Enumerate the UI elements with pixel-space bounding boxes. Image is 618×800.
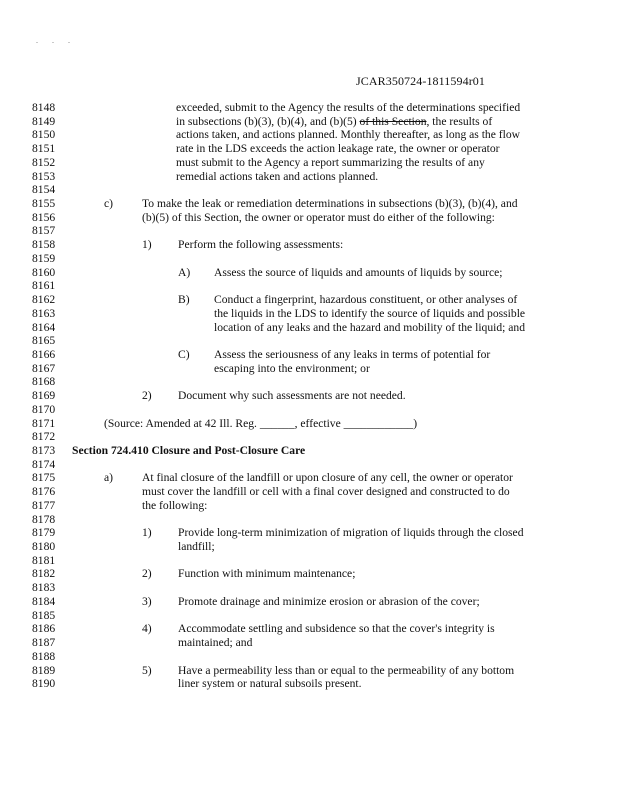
document-line: [0, 183, 618, 197]
document-line: [0, 293, 618, 307]
document-line: [0, 609, 618, 623]
text-run: Provide long-term minimization of migration of liquids through the closed: [178, 526, 524, 540]
line-text: [176, 101, 520, 115]
line-number: 8149: [32, 114, 56, 128]
text-run: in subsections (b)(3), (b)(4), and (b)(5): [176, 114, 360, 128]
document-line: [0, 636, 618, 650]
line-number: 8189: [32, 663, 56, 677]
document-line: [0, 567, 618, 581]
text-run: the liquids in the LDS to identify the source of liquids and possible: [214, 306, 526, 320]
document-line: [0, 238, 618, 252]
line-number: 8174: [32, 457, 56, 471]
line-text: [176, 115, 492, 129]
line-number: 8159: [32, 251, 56, 265]
document-line: [0, 170, 618, 184]
line-number: 8152: [32, 155, 56, 169]
line-text: [142, 471, 513, 485]
text-run: escaping into the environment; or: [214, 361, 370, 375]
line-text: [142, 499, 207, 513]
line-number: 8172: [32, 430, 56, 444]
document-line: [0, 375, 618, 389]
line-number: 8164: [32, 320, 56, 334]
line-number: 8178: [32, 512, 56, 526]
list-label: A): [178, 265, 191, 279]
list-label: 1): [142, 526, 152, 540]
line-number: 8177: [32, 498, 56, 512]
document-line: [0, 540, 618, 554]
list-label: 3): [142, 594, 152, 608]
text-run: Conduct a fingerprint, hazardous constituent, or other analyses of: [214, 293, 518, 307]
text-run: actions taken, and actions planned. Monthly thereafter, as long as the flow: [176, 128, 521, 142]
list-label: B): [178, 293, 190, 307]
line-text: [176, 156, 485, 170]
line-number: 8186: [32, 622, 56, 636]
text-run: , the results of: [426, 114, 493, 128]
document-line: [0, 252, 618, 266]
document-line: [0, 526, 618, 540]
document-line: [0, 458, 618, 472]
line-number: 8175: [32, 471, 56, 485]
document-line: [0, 485, 618, 499]
line-number: 8190: [32, 677, 56, 691]
line-number: 8148: [32, 101, 56, 114]
document-line: [0, 677, 618, 691]
line-text: [142, 197, 518, 211]
line-text: [142, 211, 495, 225]
document-line: [0, 595, 618, 609]
document-line: [0, 389, 618, 403]
text-run: Section 724.410 Closure and Post-Closure Care: [72, 444, 306, 457]
text-run: liner system or natural subsoils present.: [178, 677, 362, 691]
document-line: [0, 197, 618, 211]
document-line: [0, 211, 618, 225]
document-line: [0, 101, 618, 115]
text-run: Assess the seriousness of any leaks in terms of potential for: [214, 347, 491, 361]
document-line: [0, 115, 618, 129]
line-number: 8157: [32, 224, 56, 238]
scan-specks: . . .: [36, 36, 76, 45]
document-line: [0, 307, 618, 321]
document-line: [0, 650, 618, 664]
line-number: 8165: [32, 334, 56, 348]
list-label: a): [104, 471, 114, 485]
line-text: [214, 293, 517, 307]
text-run: Accommodate settling and subsidence so that the cover's integrity is: [178, 622, 495, 636]
document-line: [0, 444, 618, 458]
line-number: 8161: [32, 279, 56, 293]
line-number: 8153: [32, 169, 56, 183]
line-text: [178, 677, 362, 691]
line-text: [178, 389, 406, 403]
text-run: (Source: Amended at 42 Ill. Reg. ______, effective ____________): [104, 416, 418, 430]
line-number: 8180: [32, 540, 56, 554]
line-number: 8150: [32, 128, 56, 142]
line-number: 8163: [32, 306, 56, 320]
document-line: [0, 622, 618, 636]
line-text: [178, 595, 480, 609]
line-text: [178, 567, 355, 581]
line-number: 8184: [32, 594, 56, 608]
line-number: 8168: [32, 375, 56, 389]
line-number: 8166: [32, 347, 56, 361]
text-run: rate in the LDS exceeds the action leakage rate, the owner or operator: [176, 142, 500, 156]
line-text: [176, 128, 520, 142]
text-run: must cover the landfill or cell with a final cover designed and constructed to do: [142, 485, 510, 499]
line-number: 8179: [32, 526, 56, 540]
document-line: [0, 513, 618, 527]
line-number: 8185: [32, 608, 56, 622]
text-run: To make the leak or remediation determinations in subsections (b)(3), (b)(4), and: [142, 197, 518, 211]
document-line: [0, 430, 618, 444]
line-text: [142, 485, 510, 499]
document-line: [0, 279, 618, 293]
document-line: [0, 362, 618, 376]
line-text: [214, 266, 503, 280]
struck-text: of this Section: [359, 114, 427, 128]
document-line: [0, 499, 618, 513]
text-run: Promote drainage and minimize erosion or abrasion of the cover;: [178, 594, 480, 608]
line-text: [214, 307, 525, 321]
text-run: the following:: [142, 498, 208, 512]
text-run: location of any leaks and the hazard and mobility of the liquid; and: [214, 320, 526, 334]
line-number: 8188: [32, 649, 56, 663]
text-run: Have a permeability less than or equal to the permeability of any bottom: [178, 663, 515, 677]
document-line: [0, 224, 618, 238]
line-text: [178, 636, 252, 650]
text-run: landfill;: [178, 540, 215, 554]
line-text: [176, 142, 500, 156]
list-label: 1): [142, 238, 152, 252]
text-run: (b)(5) of this Section, the owner or operator must do either of the following:: [142, 210, 495, 224]
line-number: 8160: [32, 265, 56, 279]
document-line: [0, 128, 618, 142]
line-number: 8187: [32, 636, 56, 650]
document-line: [0, 156, 618, 170]
text-run: At final closure of the landfill or upon closure of any cell, the owner or operator: [142, 471, 513, 485]
document-line: [0, 554, 618, 568]
document-line: [0, 142, 618, 156]
line-number: 8154: [32, 183, 56, 197]
document-line: [0, 417, 618, 431]
text-run: remedial actions taken and actions planned.: [176, 169, 379, 183]
line-text: [214, 321, 525, 335]
line-number: 8151: [32, 142, 56, 156]
document-line: [0, 471, 618, 485]
line-number: 8156: [32, 210, 56, 224]
line-text: [178, 526, 524, 540]
document-line: [0, 321, 618, 335]
line-text: [214, 348, 490, 362]
list-label: 2): [142, 389, 152, 403]
document-line: [0, 348, 618, 362]
line-text: [176, 170, 378, 184]
document-line: [0, 266, 618, 280]
list-label: 5): [142, 663, 152, 677]
text-run: Perform the following assessments:: [178, 238, 344, 252]
document-id: JCAR350724-1811594r01: [356, 74, 485, 88]
line-number: 8182: [32, 567, 56, 581]
line-text: [178, 238, 343, 252]
line-text: [178, 622, 495, 636]
list-label: 4): [142, 622, 152, 636]
list-label: 2): [142, 567, 152, 581]
text-run: maintained; and: [178, 636, 253, 650]
line-number: 8167: [32, 361, 56, 375]
line-number: 8171: [32, 416, 56, 430]
section-heading: [72, 444, 305, 458]
text-run: Function with minimum maintenance;: [178, 567, 356, 581]
line-number: 8169: [32, 389, 56, 403]
line-number: 8183: [32, 581, 56, 595]
text-run: exceeded, submit to the Agency the results of the determinations specified: [176, 101, 521, 114]
list-label: c): [104, 197, 114, 211]
line-number: 8162: [32, 293, 56, 307]
line-number: 8155: [32, 197, 56, 211]
document-line: [0, 581, 618, 595]
document-line: [0, 403, 618, 417]
document-line: [0, 334, 618, 348]
document-line: [0, 664, 618, 678]
text-run: Document why such assessments are not needed.: [178, 389, 406, 403]
text-run: Assess the source of liquids and amounts of liquids by source;: [214, 265, 503, 279]
line-number: 8181: [32, 553, 56, 567]
line-text: [178, 540, 215, 554]
line-text: [214, 362, 370, 376]
line-number: 8176: [32, 485, 56, 499]
line-number: 8170: [32, 402, 56, 416]
line-number: 8158: [32, 238, 56, 252]
line-text: [178, 664, 514, 678]
line-text: [104, 417, 417, 431]
line-number: 8173: [32, 444, 56, 457]
text-run: must submit to the Agency a report summarizing the results of any: [176, 155, 485, 169]
list-label: C): [178, 347, 190, 361]
